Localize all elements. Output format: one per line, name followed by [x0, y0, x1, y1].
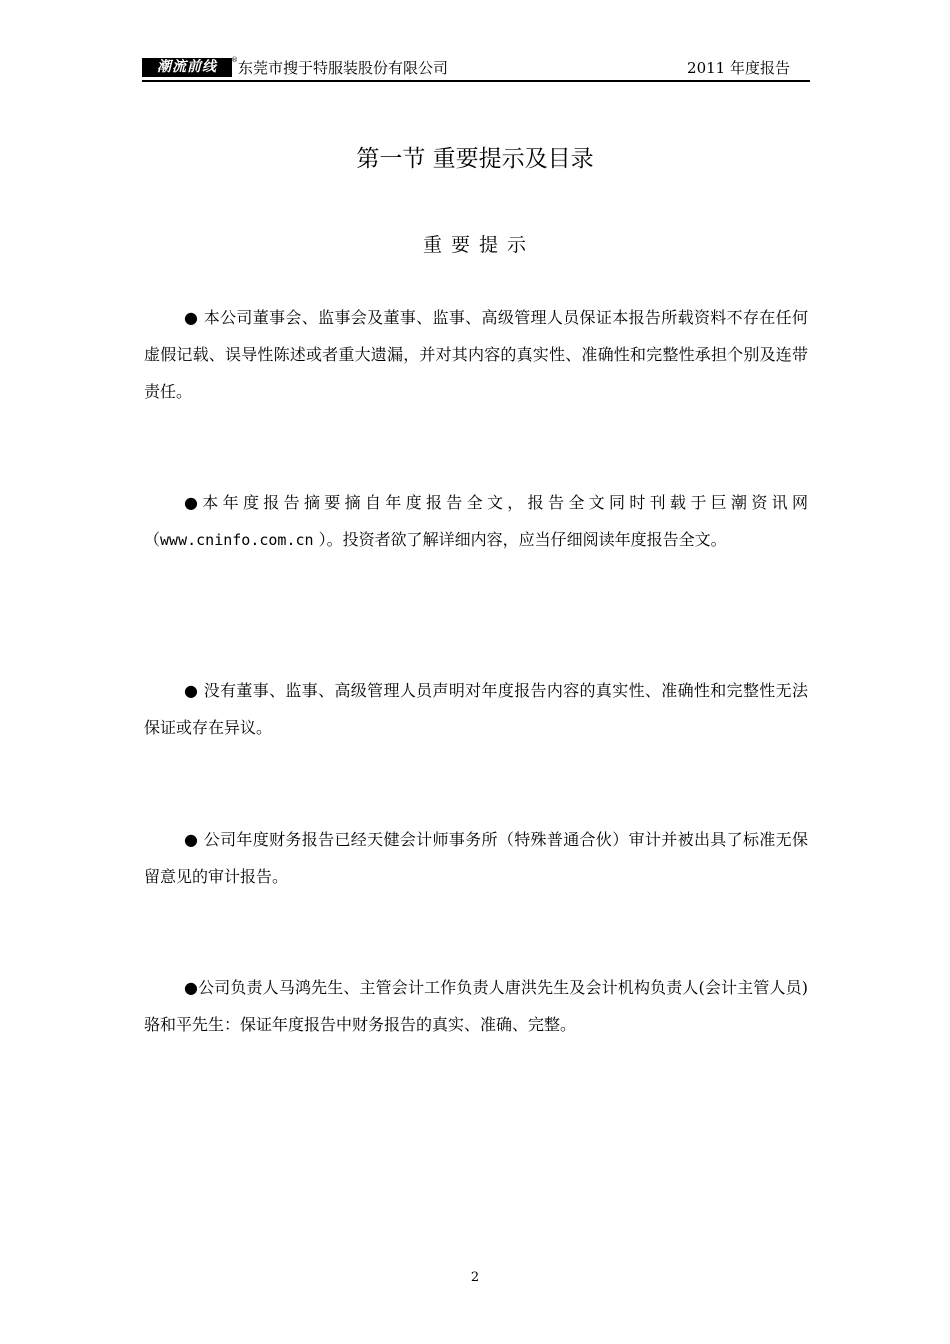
- notice-paragraph-5: ●公司负责人马鸿先生、主管会计工作负责人唐洪先生及会计机构负责人(会计主管人员)骆和平先生：保证年度报告中财务报告的真实、准确、完整。: [144, 978, 808, 1034]
- notice-paragraph-3: ● 没有董事、监事、高级管理人员声明对年度报告内容的真实性、准确性和完整性无法保证或存在异议。: [144, 681, 808, 737]
- brand-logo: 潮流前线: [142, 58, 232, 77]
- report-year: 2011 年度报告: [687, 59, 790, 77]
- notice-2-text-after: ）。投资者欲了解详细内容，应当仔细阅读年度报告全文。: [313, 530, 727, 549]
- registered-mark: ®: [231, 56, 238, 64]
- page-header: [142, 56, 810, 82]
- sub-title: 重要提示: [422, 234, 535, 256]
- notice-paragraph-2: [144, 484, 808, 559]
- notice-paragraph-1: ● 本公司董事会、监事会及董事、监事、高级管理人员保证本报告所载资料不存在任何虚假记载、误导性陈述或者重大遗漏，并对其内容的真实性、准确性和完整性承担个别及连带责任。: [144, 308, 808, 401]
- company-name: 东莞市搜于特服装股份有限公司: [238, 59, 449, 77]
- page-number: 2: [470, 1270, 480, 1285]
- notice-2-text-before: ●本年度报告摘要摘自年度报告全文，报告全文同时刊载于巨潮资讯网（: [144, 493, 808, 549]
- cninfo-url: www.cninfo.com.cn: [160, 531, 314, 549]
- notice-paragraph-4: ● 公司年度财务报告已经天健会计师事务所（特殊普通合伙）审计并被出具了标准无保留意见的审计报告。: [144, 830, 808, 886]
- section-title: 第一节 重要提示及目录: [356, 146, 594, 172]
